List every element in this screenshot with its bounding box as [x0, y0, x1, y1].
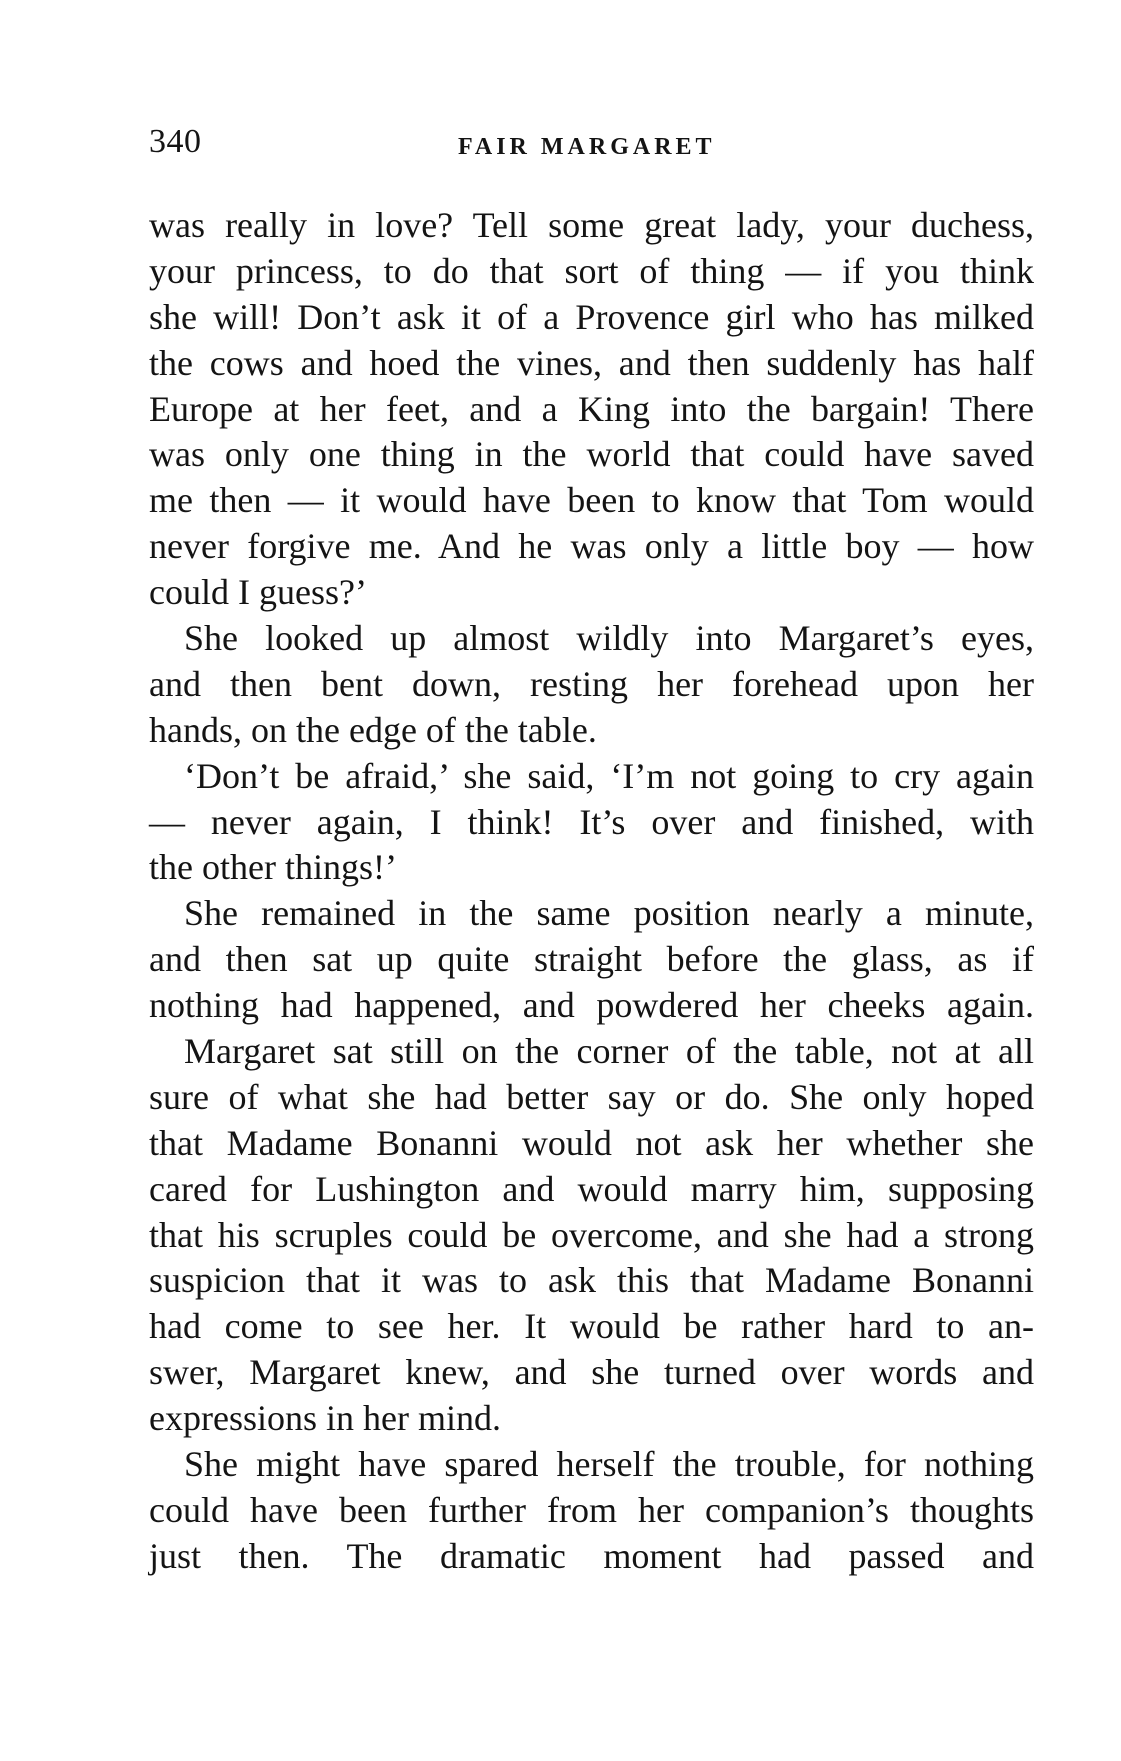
text-line: could I guess?’ — [149, 572, 367, 613]
text-line: your princess, to do that sort of thing — if you think — [149, 250, 1034, 291]
text-line: and then sat up quite straight before the glass, as if — [149, 939, 1034, 980]
text-line: was really in love? Tell some great lady, your duchess, — [149, 205, 1034, 245]
text-line: cared for Lushington and would marry him, supposing — [149, 1168, 1034, 1209]
text-line: Europe at her feet, and a King into the bargain! There — [149, 388, 1034, 429]
text-line: expressions in her mind. — [149, 1398, 501, 1439]
body-text — [149, 203, 1034, 1580]
text-line: the other things!’ — [149, 847, 397, 888]
running-title: FAIR MARGARET — [458, 134, 716, 160]
text-line: that Madame Bonanni would not ask her whether she — [149, 1122, 1034, 1163]
text-line: never forgive me. And he was only a little boy — how — [149, 526, 1034, 567]
text-line: just then. The dramatic moment had passed and — [149, 1535, 1034, 1576]
text-line: — never again, I think! It’s over and finished, with — [149, 801, 1034, 842]
text-line: swer, Margaret knew, and she turned over words and — [149, 1352, 1034, 1393]
text-line: she will! Don’t ask it of a Provence girl who has milked — [149, 296, 1034, 337]
text-line: She remained in the same position nearly a minute, — [184, 893, 1034, 934]
text-line: ‘Don’t be afraid,’ she said, ‘I’m not going to cry again — [184, 755, 1034, 796]
text-line: suspicion that it was to ask this that Madame Bonanni — [149, 1260, 1034, 1301]
text-line: and then bent down, resting her forehead upon her — [149, 663, 1034, 704]
text-line: hands, on the edge of the table. — [149, 709, 597, 750]
text-line: nothing had happened, and powdered her cheeks again. — [149, 985, 1034, 1026]
text-line: the cows and hoed the vines, and then suddenly has half — [149, 342, 1034, 383]
text-line: sure of what she had better say or do. She only hoped — [149, 1076, 1034, 1117]
page-number: 340 — [149, 123, 202, 160]
text-line: Margaret sat still on the corner of the table, not at all — [184, 1031, 1034, 1072]
text-line: She might have spared herself the trouble, for nothing — [184, 1444, 1034, 1485]
text-line: could have been further from her companion’s thoughts — [149, 1489, 1034, 1530]
text-line: that his scruples could be overcome, and she had a strong — [149, 1214, 1034, 1255]
text-line: me then — it would have been to know that Tom would — [149, 480, 1034, 521]
text-line: was only one thing in the world that could have saved — [149, 434, 1034, 475]
text-line: had come to see her. It would be rather hard to an- — [149, 1306, 1034, 1347]
text-line: She looked up almost wildly into Margaret’s eyes, — [184, 618, 1034, 659]
